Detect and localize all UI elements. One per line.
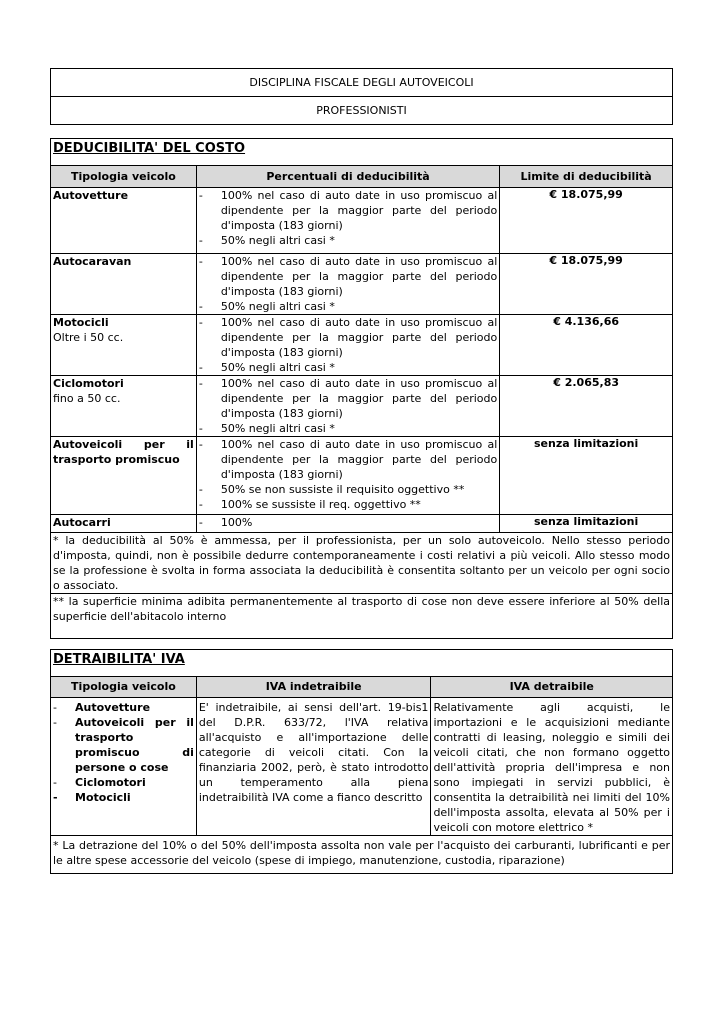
percentage-item <box>199 515 497 530</box>
iva-vehicle-list <box>53 700 194 805</box>
percentages-list <box>199 437 497 512</box>
percentage-text: 50% negli altri casi * <box>220 300 335 313</box>
percentage-text: 100% nel caso di auto date in uso promiscuo al dipendente per la maggior parte del periodo d'imposta (183 giorni) <box>220 377 498 420</box>
column-header-percentages: Percentuali di deducibilità <box>196 166 499 188</box>
iva-vehicle-text: Autoveicoli per il trasporto promiscuo di persone o cose <box>75 716 194 774</box>
column-header-vehicle: Tipologia veicolo <box>51 166 197 188</box>
deducibilita-note-2: ** la superficie minima adibita permanentemente al trasporto di cose non deve essere inferiore al 50% della superficie dell'abitacolo interno <box>51 594 673 639</box>
bullet-dash: - <box>198 234 203 247</box>
bullet-dash: - <box>198 316 203 329</box>
vehicle-cell <box>51 254 197 315</box>
vehicle-name: Autocaravan <box>53 255 132 268</box>
limit-cell: € 18.075,99 <box>500 188 673 254</box>
deducibilita-row <box>51 254 673 315</box>
bullet-dash: - <box>53 791 58 804</box>
vehicle-cell <box>51 188 197 254</box>
percentages-list <box>199 515 497 530</box>
iva-indetraibile-text: E' indetraibile, ai sensi dell'art. 19-bis1 del D.P.R. 633/72, l'IVA relativa all'acquisto e all'importazione delle categorie di veicoli citati. Con la finanziaria 2002, però, è stato introdotto un temperamento alla piena indetraibilità IVA come a fianco descritto <box>196 698 431 836</box>
deducibilita-note-1: * la deducibilità al 50% è ammessa, per il professionista, per un solo autoveicolo. Nello stesso periodo d'imposta, quindi, non è possibile dedurre contemporaneamente i costi relativi a più veicoli. Allo stesso modo se la professione è svolta in forma associata la deducibilità è consentita soltanto per un veicolo per ogni socio o associato. <box>51 533 673 594</box>
iva-column-header-indetraibile: IVA indetraibile <box>196 677 431 698</box>
vehicle-cell <box>51 376 197 437</box>
percentage-item <box>199 360 497 375</box>
percentage-text: 100% nel caso di auto date in uso promiscuo al dipendente per la maggior parte del periodo d'imposta (183 giorni) <box>220 255 498 298</box>
deducibilita-row <box>51 376 673 437</box>
percentages-list <box>199 254 497 314</box>
bullet-dash: - <box>198 516 203 529</box>
percentage-text: 100% se sussiste il req. oggettivo ** <box>220 498 421 511</box>
percentage-item <box>199 482 497 497</box>
vehicle-subtitle: fino a 50 cc. <box>53 392 121 405</box>
iva-vehicle-item <box>53 775 194 790</box>
deducibilita-row <box>51 515 673 533</box>
limit-cell: € 4.136,66 <box>500 315 673 376</box>
percentage-text: 50% se non sussiste il requisito oggettivo ** <box>220 483 465 496</box>
iva-column-header-vehicle: Tipologia veicolo <box>51 677 197 698</box>
iva-section-title: DETRAIBILITA' IVA <box>51 650 673 677</box>
bullet-dash: - <box>53 716 57 729</box>
percentage-item <box>199 188 497 233</box>
vehicle-name: Motocicli <box>53 316 109 329</box>
percentage-text: 50% negli altri casi * <box>220 361 335 374</box>
bullet-dash: - <box>198 422 203 435</box>
percentages-cell <box>196 188 499 254</box>
deducibilita-row <box>51 188 673 254</box>
vehicle-name: Autoveicoli per il trasporto promiscuo <box>53 438 194 466</box>
iva-vehicle-text: Autovetture <box>75 701 151 714</box>
percentage-item <box>199 254 497 299</box>
limit-cell: € 2.065,83 <box>500 376 673 437</box>
iva-vehicle-cell <box>51 698 197 836</box>
iva-vehicle-item <box>53 715 194 775</box>
iva-column-header-detraibile: IVA detraibile <box>431 677 673 698</box>
vehicle-cell <box>51 515 197 533</box>
limit-cell: senza limitazioni <box>500 437 673 515</box>
document-subtitle: PROFESSIONISTI <box>51 97 673 125</box>
percentages-cell <box>196 254 499 315</box>
vehicle-name: Autocarri <box>53 516 111 529</box>
bullet-dash: - <box>198 438 203 451</box>
percentages-list <box>199 188 497 248</box>
iva-vehicle-item <box>53 700 194 715</box>
limit-cell: senza limitazioni <box>500 515 673 533</box>
bullet-dash: - <box>198 255 203 268</box>
percentage-item <box>199 233 497 248</box>
percentage-text: 50% negli altri casi * <box>220 422 335 435</box>
bullet-dash: - <box>198 498 203 511</box>
percentages-cell <box>196 437 499 515</box>
vehicle-subtitle: Oltre i 50 cc. <box>53 331 124 344</box>
document-title: DISCIPLINA FISCALE DEGLI AUTOVEICOLI <box>51 69 673 97</box>
percentages-list <box>199 376 497 436</box>
percentage-text: 50% negli altri casi * <box>220 234 335 247</box>
bullet-dash: - <box>53 776 57 789</box>
percentage-text: 100% nel caso di auto date in uso promiscuo al dipendente per la maggior parte del periodo d'imposta (183 giorni) <box>220 316 498 359</box>
limit-cell: € 18.075,99 <box>500 254 673 315</box>
percentage-text: 100% <box>220 516 253 529</box>
deducibilita-row <box>51 437 673 515</box>
bullet-dash: - <box>198 483 203 496</box>
bullet-dash: - <box>198 377 203 390</box>
vehicle-cell <box>51 315 197 376</box>
iva-table <box>50 649 673 874</box>
percentage-item <box>199 421 497 436</box>
deducibilita-table <box>50 138 673 639</box>
iva-detraibile-text: Relativamente agli acquisti, le importazioni e le acquisizioni mediante contratti di leasing, noleggio e simili dei veicoli citati, che non formano oggetto dell'attività propria dell'impresa e non sono impiegati in servizi pubblici, è consentita la detraibilità nei limiti del 10% dell'imposta assolta, elevata al 50% per i veicoli con motore elettrico * <box>431 698 673 836</box>
percentage-item <box>199 315 497 360</box>
percentage-text: 100% nel caso di auto date in uso promiscuo al dipendente per la maggior parte del periodo d'imposta (183 giorni) <box>220 189 498 232</box>
percentages-list <box>199 315 497 375</box>
percentage-item <box>199 376 497 421</box>
iva-note: * La detrazione del 10% o del 50% dell'imposta assolta non vale per l'acquisto dei carburanti, lubrificanti e per le altre spese accessorie del veicolo (spese di impiego, manutenzione, custodia, riparazione) <box>51 836 673 874</box>
iva-vehicle-text: Motocicli <box>75 791 131 804</box>
deducibilita-rows <box>51 188 673 533</box>
percentages-cell <box>196 376 499 437</box>
percentage-item <box>199 299 497 314</box>
vehicle-name: Ciclomotori <box>53 377 124 390</box>
percentages-cell <box>196 515 499 533</box>
percentage-item <box>199 497 497 512</box>
percentage-item <box>199 437 497 482</box>
header-table <box>50 68 673 125</box>
column-header-limit: Limite di deducibilità <box>500 166 673 188</box>
bullet-dash: - <box>198 189 203 202</box>
bullet-dash: - <box>198 300 203 313</box>
bullet-dash: - <box>53 701 57 714</box>
iva-vehicle-item <box>53 790 194 805</box>
deducibilita-row <box>51 315 673 376</box>
vehicle-name: Autovetture <box>53 189 129 202</box>
iva-vehicle-text: Ciclomotori <box>75 776 146 789</box>
percentage-text: 100% nel caso di auto date in uso promiscuo al dipendente per la maggior parte del periodo d'imposta (183 giorni) <box>220 438 498 481</box>
vehicle-cell <box>51 437 197 515</box>
percentages-cell <box>196 315 499 376</box>
bullet-dash: - <box>198 361 203 374</box>
deducibilita-section-title: DEDUCIBILITA' DEL COSTO <box>51 139 673 166</box>
